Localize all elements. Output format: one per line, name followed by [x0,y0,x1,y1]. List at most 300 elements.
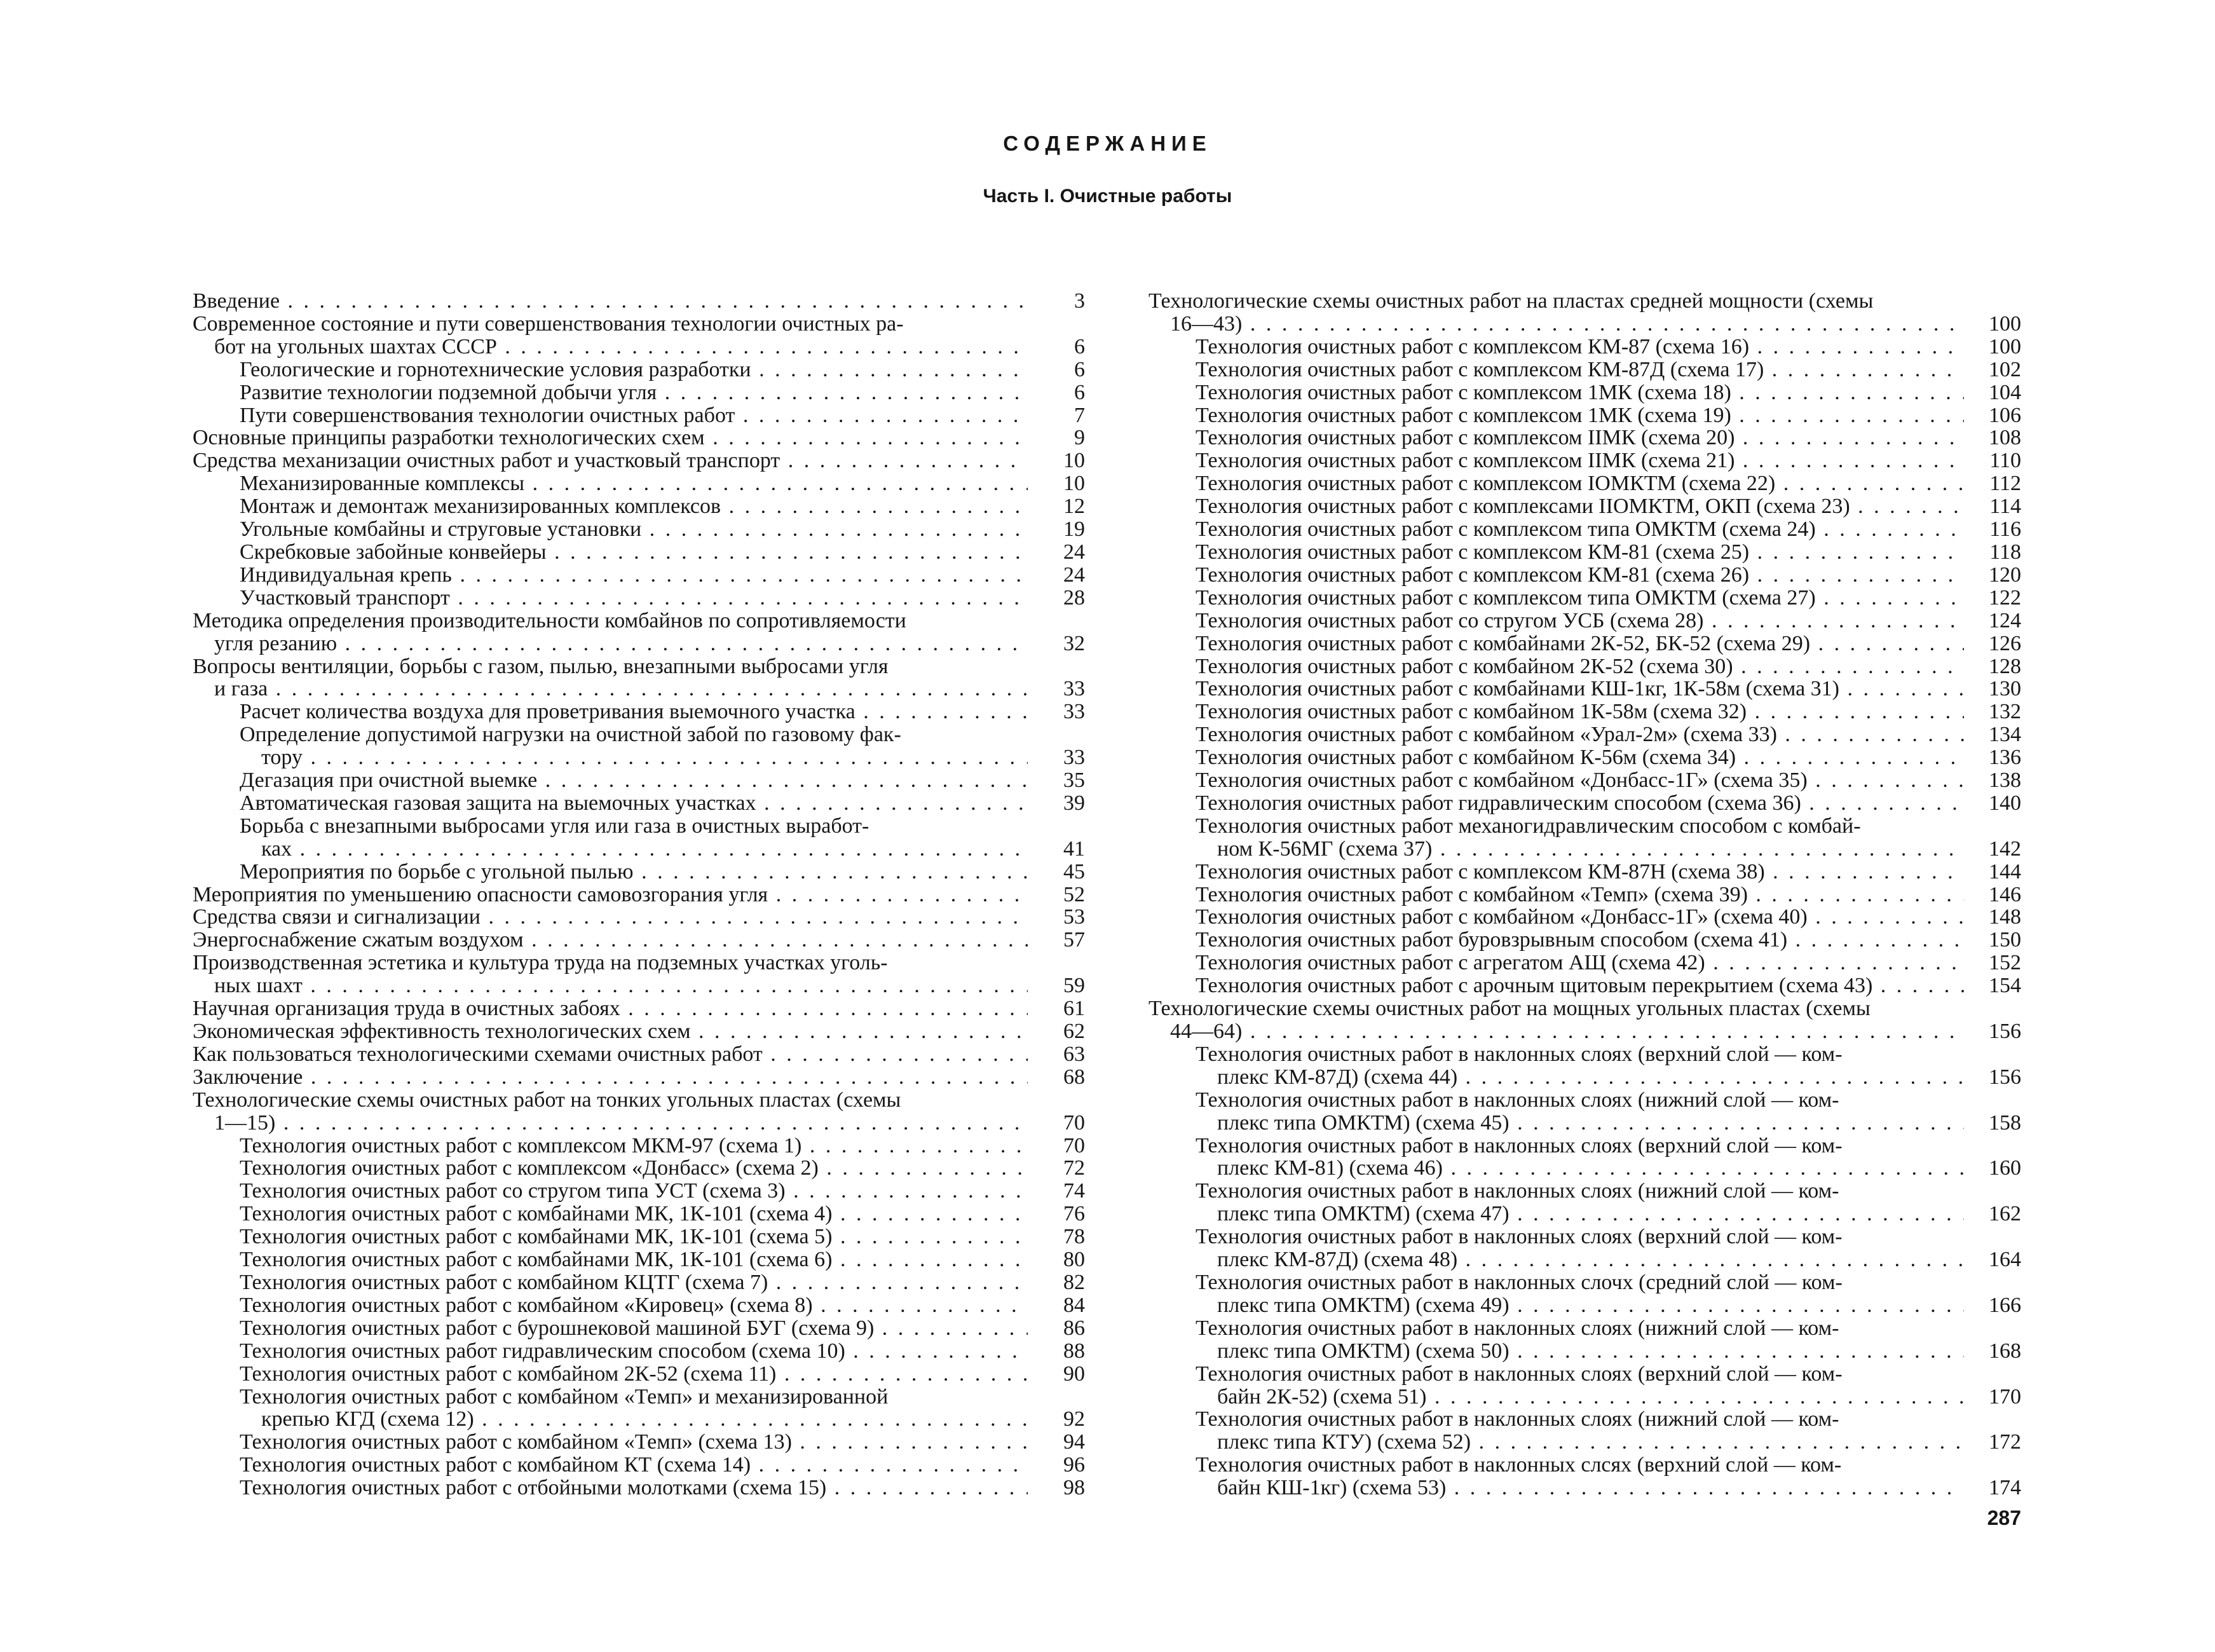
toc-entry-title [1148,884,1964,906]
toc-entry-title [1148,381,1964,404]
toc-entry-title [193,655,1028,701]
toc-entry-page: 100 [1989,311,2021,336]
toc-entry-page: 6 [1074,380,1085,404]
toc-entry-title [193,1066,1028,1089]
toc-entry [193,884,1085,906]
toc-entry-line: Технология очистных работ с комбайном «Кировец» (схема 8) . . . [240,1294,1028,1317]
toc-entry-title [193,997,1028,1020]
toc-entry-line: и газа . . . [193,678,1028,700]
toc-entry-title [193,929,1028,952]
toc-entry-page: 70 [1063,1133,1085,1157]
toc-entry-title [193,1203,1028,1225]
toc-entry [193,541,1085,564]
toc-entry-page: 110 [1989,449,2021,473]
toc-entry [193,518,1085,541]
toc-entry [1148,632,2021,655]
toc-entry-title [1148,1317,1964,1363]
toc-entry-title [1148,906,1964,929]
toc-entry-page: 134 [1989,723,2021,747]
toc-entry-page: 68 [1063,1065,1085,1089]
toc-entry-page: 72 [1063,1156,1085,1180]
toc-entry-line: ках . . . [240,838,1028,861]
toc-entry-page: 102 [1989,357,2021,381]
toc-entry-title [1148,610,1964,632]
toc-entry-title [193,290,1028,313]
toc-entry-title [193,1043,1028,1066]
toc-entry [193,1225,1085,1248]
toc-entry-title [1148,1363,1964,1409]
toc-entry [193,792,1085,815]
toc-entry-title [193,1135,1028,1157]
toc-entry-page: 86 [1063,1316,1085,1340]
toc-entry [193,929,1085,952]
toc-entry-title [1148,1271,1964,1317]
toc-entry-title [1148,495,1964,518]
toc-entry-page: 160 [1989,1156,2021,1180]
toc-entry [1148,861,2021,884]
toc-entry [193,1248,1085,1271]
toc-entry-title [193,564,1028,587]
toc-entry [1148,929,2021,952]
toc-entry-line: 1—15) . . . [193,1112,1028,1135]
toc-entry-page: 76 [1063,1202,1085,1226]
toc-entry-title [193,1454,1028,1477]
toc-entry-line: Заключение . . . [193,1066,1028,1089]
toc-entry [193,700,1085,723]
toc-entry-line: Научная организация труда в очистных забоях . . . [193,997,1028,1020]
toc-entry-title [193,700,1028,723]
toc-entry-title [193,1248,1028,1271]
toc-entry-page: 122 [1989,585,2021,610]
toc-entry-line: угля резанию . . . [193,632,1028,655]
toc-entry-line: Монтаж и демонтаж механизированных комплексов . . . [240,495,1028,518]
toc-entry-title [193,313,1028,358]
toc-entry-line: Технология очистных работ с комплексом КМ-81 (схема 25) . . . [1196,541,1964,564]
toc-entry [193,313,1085,358]
toc-entry-title [193,381,1028,404]
toc-entry-page: 28 [1063,585,1085,610]
toc-entry-line: бот на угольных шахтах СССР . . . [193,336,1028,358]
toc-entry-page: 146 [1989,882,2021,906]
toc-entry [193,1066,1085,1089]
toc-entry-line: Как пользоваться технологическими схемами очистных работ . . . [193,1043,1028,1066]
toc-entry-page: 172 [1989,1430,2021,1454]
toc-entry-line: Технология очистных работ в наклонных слоях (верхний слой — ком- [1196,1134,1843,1157]
toc-entry-title [193,1157,1028,1180]
toc-entry-page: 156 [1989,1065,2021,1089]
toc-entry [1148,997,2021,1043]
toc-entry-title [193,518,1028,541]
toc-entry-line: Технология очистных работ с комбайном «Темп» (схема 13) . . . [240,1431,1028,1454]
toc-entry-title [193,906,1028,929]
toc-entry-title [193,1089,1028,1135]
toc-entry-title [1148,404,1964,427]
toc-entry-line: Технология очистных работ с комплексом 1МК (схема 19) . . . [1196,404,1964,427]
toc-entry-page: 35 [1063,768,1085,793]
toc-entry-line: Технология очистных работ с комплексом типа ОМКТМ (схема 27) . . . [1196,587,1964,610]
toc-entry-title [193,792,1028,815]
toc-entry-page: 3 [1074,289,1085,313]
toc-entry-line: Экономическая эффективность технологических схем . . . [193,1020,1028,1043]
toc-entry-page: 120 [1989,563,2021,587]
toc-entry-line: Борьба с внезапными выбросами угля или газа в очистных выработ- [240,814,869,838]
toc-entry-title [193,723,1028,769]
toc-entry [1148,1317,2021,1363]
toc-entry [1148,358,2021,381]
toc-entry [1148,472,2021,495]
toc-entry [1148,906,2021,929]
toc-entry-page: 84 [1063,1293,1085,1317]
toc-entry-title [193,1363,1028,1386]
toc-entry-line: Дегазация при очистной выемке . . . [240,769,1028,792]
toc-entry-page: 10 [1063,472,1085,496]
toc-entry [1148,610,2021,632]
toc-entry-page: 124 [1989,608,2021,632]
toc-entry-page: 92 [1063,1407,1085,1431]
toc-entry [1148,974,2021,997]
toc-entry-line: Технология очистных работ с комбайном КЦТГ (схема 7) . . . [240,1271,1028,1294]
toc-entry-title [193,1340,1028,1363]
toc-entry-title [193,587,1028,610]
toc-entry-line: 44—64) . . . [1148,1020,1964,1043]
toc-entry-page: 142 [1989,836,2021,861]
toc-entry [1148,404,2021,427]
toc-entry-title [1148,449,1964,472]
toc-entry [1148,700,2021,723]
toc-entry-title [193,884,1028,906]
toc-entry-line: Технология очистных работ с комплексом КМ-87Д (схема 17) . . . [1196,358,1964,381]
toc-entry-page: 52 [1063,882,1085,906]
toc-entry-line: Средства связи и сигнализации . . . [193,906,1028,929]
toc-entry-page: 106 [1989,403,2021,427]
toc-entry-page: 6 [1074,334,1085,358]
toc-entry-title [1148,815,1964,861]
toc-entry-page: 33 [1063,700,1085,724]
toc-entry-page: 59 [1063,974,1085,998]
toc-entry-page: 80 [1063,1248,1085,1272]
toc-entry-line: Технология очистных работ с комбайном 2К-52 (схема 11) . . . [240,1363,1028,1386]
toc-entry [193,1203,1085,1225]
toc-entry-line: ном К-56МГ (схема 37) . . . [1196,838,1964,861]
toc-entry-title [193,472,1028,495]
toc-entry-line: плекс КМ-81) (схема 46) . . . [1196,1157,1964,1180]
toc-entry-line: Развитие технологии подземной добычи угля . . . [240,381,1028,404]
toc-entry-line: плекс типа ОМКТМ) (схема 45) . . . [1196,1112,1964,1135]
toc-entry-page: 162 [1989,1202,2021,1226]
toc-entry [193,1386,1085,1431]
toc-entry-title [193,1386,1028,1431]
toc-entry-title [1148,1454,1964,1499]
toc-entry [193,1363,1085,1386]
toc-entry-line: Технология очистных работ с комплексом типа ОМКТМ (схема 24) . . . [1196,518,1964,541]
toc-entry [193,449,1085,472]
toc-entry-line: Технология очистных работ с комплексом IIМК (схема 21) . . . [1196,449,1964,472]
toc-entry [1148,381,2021,404]
toc-entry [193,1454,1085,1477]
toc-entry [1148,290,2021,336]
toc-entry-title [1148,929,1964,952]
toc-entry [1148,655,2021,678]
toc-entry-line: плекс типа ОМКТМ) (схема 49) . . . [1196,1294,1964,1317]
toc-entry-page: 53 [1063,905,1085,929]
toc-entry [193,1271,1085,1294]
toc-entry-title [1148,723,1964,746]
toc-entry-page: 112 [1989,472,2021,496]
toc-entry-page: 39 [1063,791,1085,815]
toc-entry-title [1148,472,1964,495]
toc-entry-page: 130 [1989,677,2021,701]
toc-entry-line: Технология очистных работ в наклонных слоях (нижний слой — ком- [1196,1180,1839,1203]
toc-entry-title [193,861,1028,884]
toc-entry-line: Технологические схемы очистных работ на тонких угольных пластах (схемы [193,1088,901,1112]
toc-entry-line: Энергоснабжение сжатым воздухом . . . [193,929,1028,952]
toc-entry-page: 32 [1063,631,1085,655]
toc-entry-line: Участковый транспорт . . . [240,587,1028,610]
toc-entry-page: 174 [1989,1476,2021,1500]
toc-entry-page: 33 [1063,677,1085,701]
toc-entry-line: Технология очистных работ в наклонных слоях (верхний слой — ком- [1196,1362,1843,1386]
toc-entry-title [1148,1408,1964,1454]
toc-entry-line: Технология очистных работ с комбайном КТ (схема 14) . . . [240,1454,1028,1477]
toc-entry-page: 170 [1989,1384,2021,1409]
toc-entry-page: 78 [1063,1225,1085,1249]
toc-entry [1148,952,2021,974]
toc-entry [193,1043,1085,1066]
toc-entry-page: 24 [1063,540,1085,564]
toc-entry-line: ных шахт . . . [193,974,1028,997]
toc-entry-line: плекс типа КТУ) (схема 52) . . . [1196,1431,1964,1454]
toc-entry-line: Автоматическая газовая защита на выемочных участках . . . [240,792,1028,815]
toc-entry-title [193,1317,1028,1340]
toc-entry [193,610,1085,655]
toc-entry-line: Технология очистных работ с комплексом КМ-87 (схема 16) . . . [1196,336,1964,358]
toc-entry-page: 164 [1989,1248,2021,1272]
toc-entry-line: крепью КГД (схема 12) . . . [240,1408,1028,1431]
toc-entry-page: 82 [1063,1270,1085,1294]
toc-entry [1148,1135,2021,1180]
toc-entry-line: Технология очистных работ с комплексом IIМК (схема 20) . . . [1196,427,1964,449]
toc-entry-line: Технология очистных работ в наклонных слоях (нижний слой — ком- [1196,1088,1839,1112]
toc-entry-line: Технология очистных работ с комбайном «Темп» и механизированной [240,1385,889,1409]
toc-entry-line: Угольные комбайны и струговые установки . . . [240,518,1028,541]
toc-entry-line: Технология очистных работ со стругом типа УСТ (схема 3) . . . [240,1180,1028,1203]
toc-entry-line: 16—43) . . . [1148,313,1964,336]
toc-entry [193,564,1085,587]
toc-entry-line: Вопросы вентиляции, борьбы с газом, пылью, внезапными выбросами угля [193,655,889,678]
toc-entry-line: байн КШ-1кг) (схема 53) . . . [1196,1477,1964,1499]
toc-entry-line: Технология очистных работ в наклонных слоях (верхний слой — ком- [1196,1225,1843,1249]
toc-entry-line: Технология очистных работ с комбайном «Урал-2м» (схема 33) . . . [1196,723,1964,746]
toc-entry [193,861,1085,884]
toc-entry-page: 88 [1063,1339,1085,1363]
toc-entry-page: 19 [1063,517,1085,542]
toc-entry-page: 108 [1989,426,2021,450]
toc-entry-title [1148,632,1964,655]
toc-entry [193,495,1085,518]
toc-entry [193,952,1085,997]
toc-entry-page: 94 [1063,1430,1085,1454]
toc-entry-line: Технология очистных работ в наклонных слоях (нижний слой — ком- [1196,1316,1839,1340]
toc-entry-line: Технология очистных работ с комбайнами МК, 1К-101 (схема 4) . . . [240,1203,1028,1225]
toc-entry [1148,1225,2021,1271]
toc-entry [193,404,1085,427]
toc-entry [1148,1454,2021,1499]
toc-entry [193,1340,1085,1363]
toc-entry-line: Технология очистных работ с комплексом «Донбасс» (схема 2) . . . [240,1157,1028,1180]
toc-entry-page: 62 [1063,1020,1085,1043]
toc-entry [1148,1089,2021,1135]
toc-entry-line: Технология очистных работ с комбайнами МК, 1К-101 (схема 5) . . . [240,1225,1028,1248]
toc-entry-title [193,1225,1028,1248]
toc-entry-title [193,769,1028,792]
toc-entry-page: 150 [1989,928,2021,952]
toc-entry [193,1135,1085,1157]
toc-entry-line: Расчет количества воздуха для проветривания выемочного участка . . . [240,700,1028,723]
toc-entry [193,290,1085,313]
toc-entry [1148,564,2021,587]
toc-entry-title [1148,997,1964,1043]
toc-entry-line: Технология очистных работ с комплексом МКМ-97 (схема 1) . . . [240,1135,1028,1157]
toc-entry [1148,746,2021,769]
toc-entry [1148,449,2021,472]
toc-entry-line: Технология очистных работ с комбайном 2К-52 (схема 30) . . . [1196,655,1964,678]
toc-entry-page: 63 [1063,1042,1085,1066]
toc-entry [1148,1363,2021,1409]
toc-entry [1148,1271,2021,1317]
toc-entry-title [193,427,1028,449]
toc-entry-title [1148,518,1964,541]
toc-entry-line: Мероприятия по борьбе с угольной пылью . . . [240,861,1028,884]
toc-entry-line: плекс КМ-87Д) (схема 44) . . . [1196,1066,1964,1089]
toc-entry [1148,427,2021,449]
toc-entry [1148,723,2021,746]
toc-entry-title [193,1294,1028,1317]
toc-entry-page: 118 [1989,540,2021,564]
toc-entry-page: 152 [1989,951,2021,975]
toc-entry-title [193,404,1028,427]
toc-entry-line: Технология очистных работ с бурошнековой машиной БУГ (схема 9) . . . [240,1317,1028,1340]
toc-entry-title [1148,1089,1964,1135]
toc-entry-title [1148,700,1964,723]
toc-entry-page: 140 [1989,791,2021,815]
toc-entry-page: 116 [1989,517,2021,542]
toc-entry-page: 7 [1074,403,1085,427]
toc-entry-page: 33 [1063,746,1085,770]
toc-entry-page: 57 [1063,928,1085,952]
toc-entry-line: Технология очистных работ в наклонных слсях (верхний слой — ком- [1196,1454,1842,1477]
toc-entry-line: Технология очистных работ с комбайнами 2К-52, БК-52 (схема 29) . . . [1196,632,1964,655]
toc-entry-line: Технология очистных работ механогидравлическим способом с комбай- [1196,814,1861,838]
toc-entry [1148,1180,2021,1225]
toc-entry-line: Технология очистных работ с агрегатом АЩ (схема 42) . . . [1196,952,1964,974]
toc-entry-page: 9 [1074,426,1085,450]
toc-entry [1148,815,2021,861]
toc-entry-title [193,541,1028,564]
toc-entry-line: Введение . . . [193,290,1028,313]
toc-entry-line: Технология очистных работ в наклонных слочх (средний слой — ком- [1196,1271,1843,1294]
toc-entry-line: Мероприятия по уменьшению опасности самовозгорания угля . . . [193,884,1028,906]
toc-entry-page: 132 [1989,700,2021,724]
toc-entry-line: Технология очистных работ в наклонных слоях (нижний слой — ком- [1196,1408,1839,1431]
toc-entry [193,906,1085,929]
toc-entry-line: байн 2К-52) (схема 51) . . . [1196,1386,1964,1409]
toc-entry-page: 96 [1063,1453,1085,1477]
toc-entry-title [1148,541,1964,564]
toc-entry-page: 166 [1989,1293,2021,1317]
toc-entry-page: 70 [1063,1110,1085,1135]
toc-entry [193,655,1085,701]
toc-entry [193,1089,1085,1135]
toc-entry-page: 6 [1074,357,1085,381]
toc-entry-page: 158 [1989,1110,2021,1135]
toc-entry-title [1148,427,1964,449]
toc-entry-page: 61 [1063,997,1085,1021]
toc-entry-title [193,449,1028,472]
toc-entry-line: Технология очистных работ с комплексом КМ-81 (схема 26) . . . [1196,564,1964,587]
toc-entry-line: Технологические схемы очистных работ на пластах средней мощности (схемы [1148,290,1874,313]
toc-entry-title [193,610,1028,655]
toc-left-column [193,290,1085,1499]
toc-entry-line: Методика определения производительности комбайнов по сопротивляемости [193,609,906,632]
toc-entry-page: 128 [1989,654,2021,678]
toc-entry [1148,792,2021,815]
toc-entry-line: Средства механизации очистных работ и участковый транспорт . . . [193,449,1028,472]
toc-entry-page: 10 [1063,449,1085,473]
toc-entry-line: Механизированные комплексы . . . [240,472,1028,495]
toc-entry [193,427,1085,449]
toc-entry [1148,678,2021,700]
toc-entry-page: 74 [1063,1179,1085,1203]
toc-entry [193,815,1085,861]
toc-entry-title [1148,769,1964,792]
toc-entry [1148,541,2021,564]
toc-entry-line: Технология очистных работ гидравлическим способом (схема 10) . . . [240,1340,1028,1363]
toc-entry-title [1148,564,1964,587]
toc-entry [193,587,1085,610]
toc-entry-title [193,1020,1028,1043]
toc-entry-page: 148 [1989,905,2021,929]
toc-entry-page: 126 [1989,631,2021,655]
toc-entry [1148,1043,2021,1089]
toc-entry-title [193,952,1028,997]
toc-entry-line: Технология очистных работ с комбайном К-56м (схема 34) . . . [1196,746,1964,769]
toc-entry-line: Производственная эстетика и культура труда на подземных участках уголь- [193,952,888,975]
page-number: 287 [1987,1506,2021,1529]
toc-entry-page: 100 [1989,334,2021,358]
toc-entry-title [1148,336,1964,358]
toc-entry-title [193,358,1028,381]
toc-entry-page: 104 [1989,380,2021,404]
toc-entry-title [1148,952,1964,974]
toc-entry-line: Скребковые забойные конвейеры . . . [240,541,1028,564]
toc-entry-line: Технология очистных работ с комплексом IОМКТМ (схема 22) . . . [1196,472,1964,495]
toc-entry-line: Технология очистных работ в наклонных слоях (верхний слой — ком- [1196,1042,1843,1066]
toc-entry-title [193,495,1028,518]
toc-entry-title [1148,1135,1964,1180]
toc-entry-line: Геологические и горнотехнические условия разработки . . . [240,358,1028,381]
toc-entry-title [1148,974,1964,997]
toc-entry [193,1157,1085,1180]
toc-entry-title [1148,587,1964,610]
toc-entry [193,997,1085,1020]
toc-entry [193,1294,1085,1317]
toc-entry-title [193,1180,1028,1203]
toc-entry-title [1148,1043,1964,1089]
toc-entry-page: 98 [1063,1476,1085,1500]
toc-entry [1148,336,2021,358]
toc-entry-page: 24 [1063,563,1085,587]
toc-entry [193,1180,1085,1203]
